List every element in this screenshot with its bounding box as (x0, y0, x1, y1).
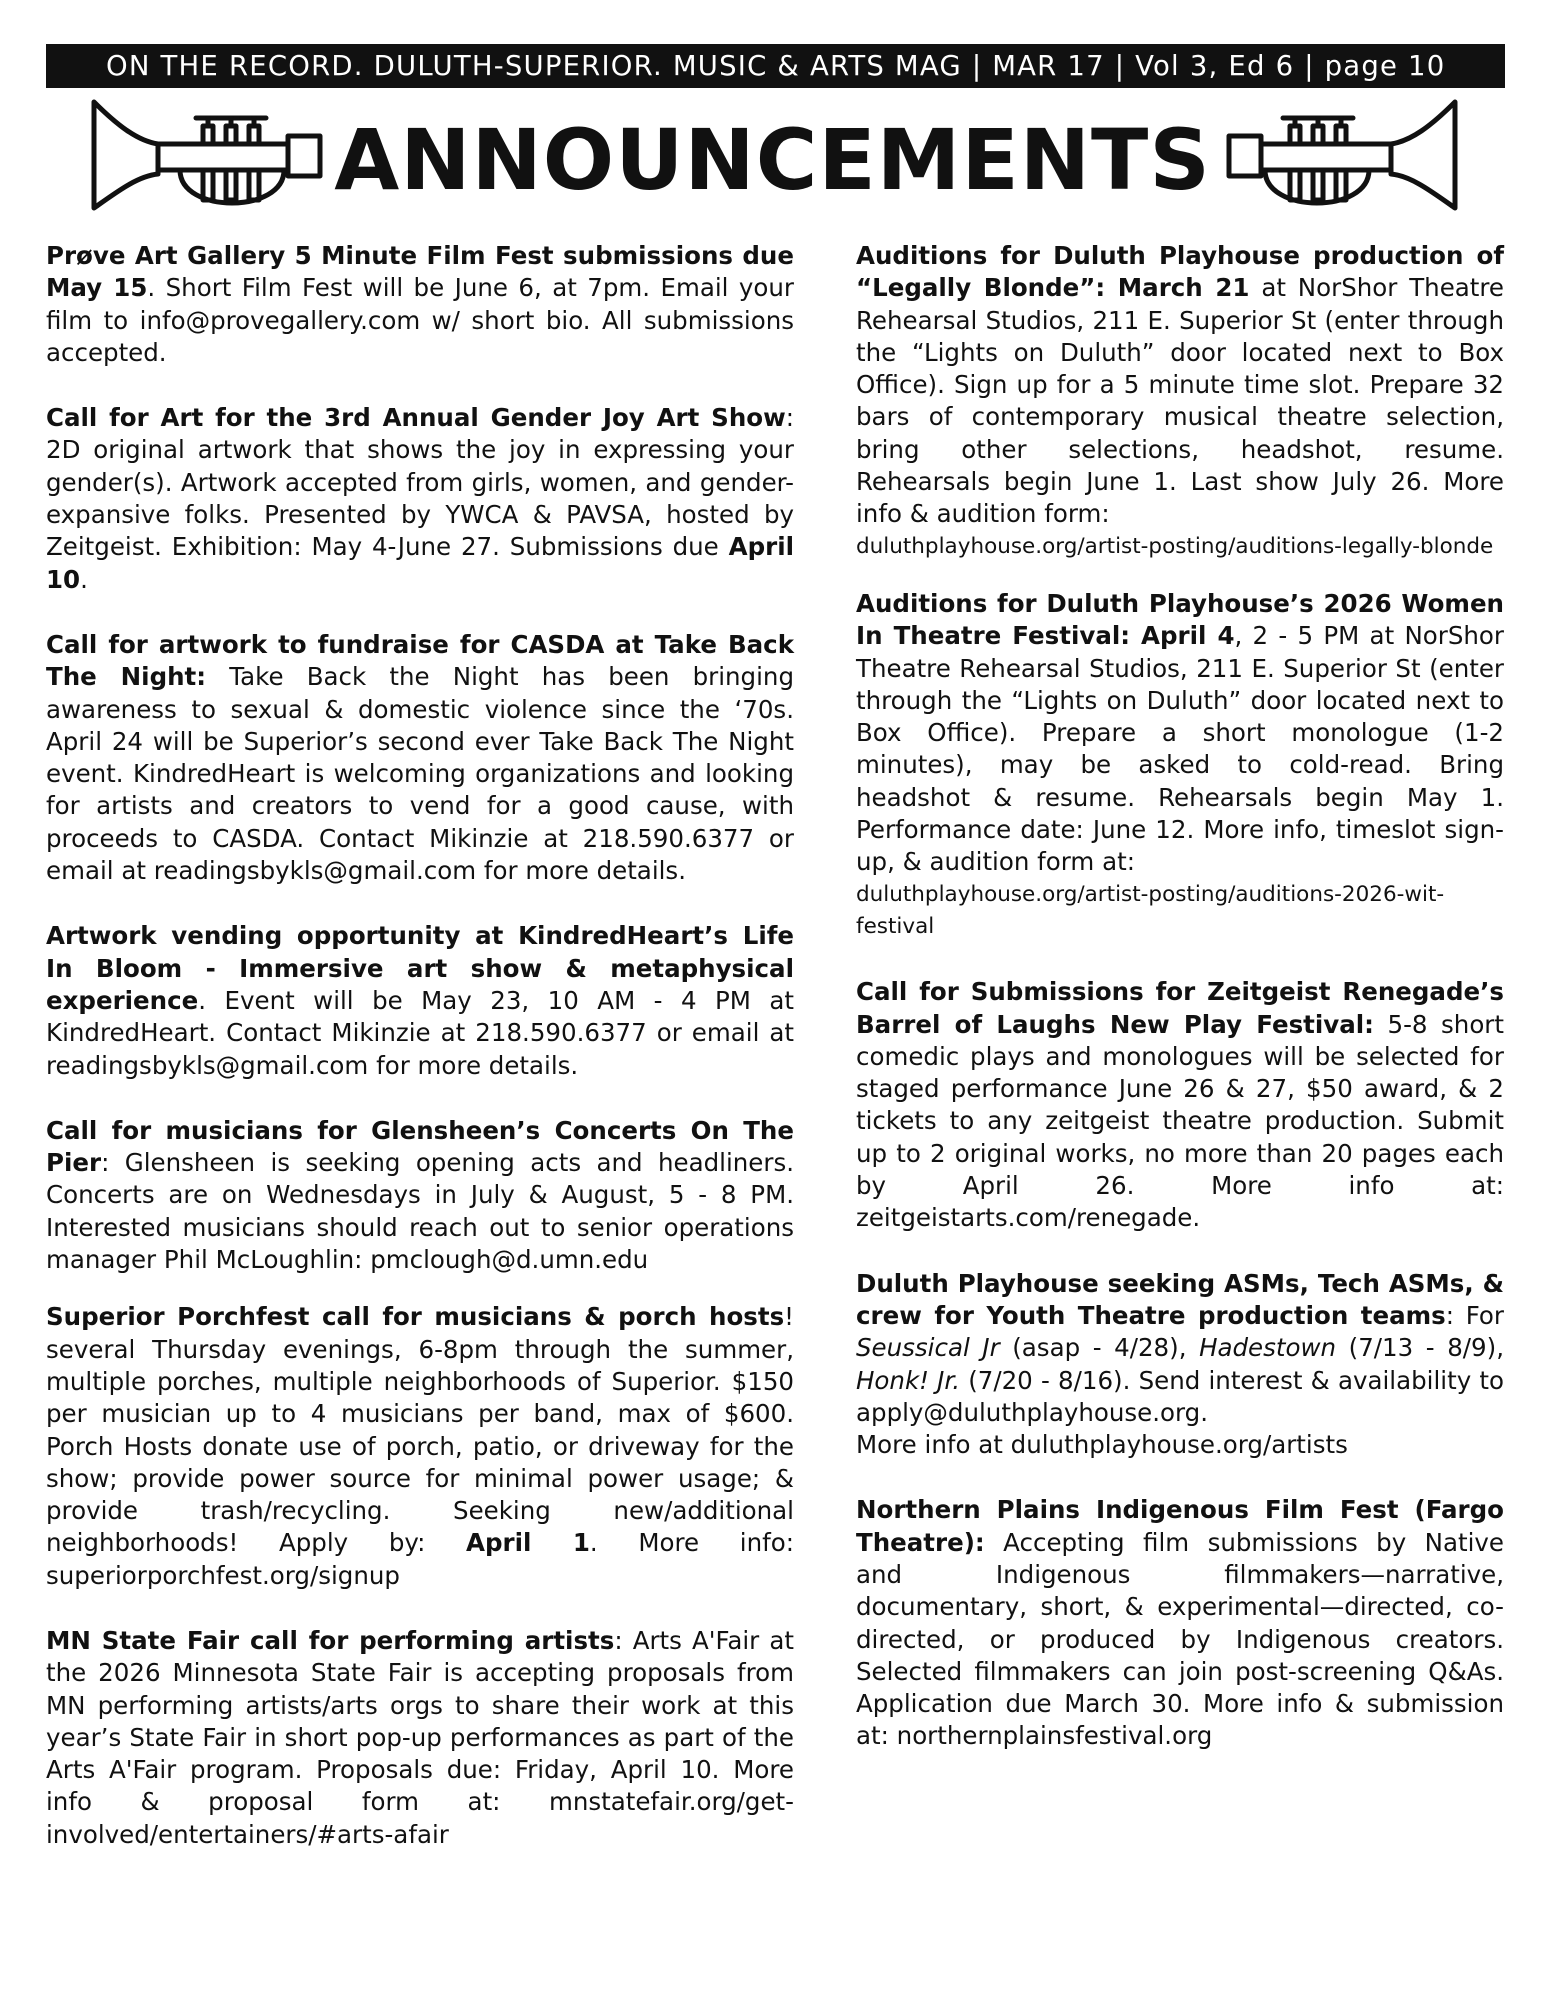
show-dates: (7/20 - 8/16). Send interest & availability to apply@duluthplayhouse.org. (856, 1365, 1505, 1427)
announcement-state-fair (46, 1625, 794, 1851)
announcement-heading: Artwork vending opportunity at KindredHeart’s Life In Bloom - Immersive art show & metaphysical experience (46, 921, 794, 1015)
announcement-heading: Duluth Playhouse seeking ASMs, Tech ASMs, & crew for Youth Theatre production teams (856, 1268, 1504, 1330)
announcement-heading: Call for Art for the 3rd Annual Gender Joy Art Show (46, 403, 786, 433)
announcement-deadline: April 1 (466, 1528, 590, 1558)
announcement-body: . Event will be May 23, 10 AM - 4 PM at KindredHeart. Contact Mikinzie at 218.590.6377 or email at readingsbykls@gmail.com for more details. (46, 985, 794, 1080)
announcement-body: : For (1445, 1300, 1504, 1330)
page-title: ANNOUNCEMENTS (334, 111, 1211, 209)
announcement-gender-joy (46, 402, 794, 596)
show-dates: (7/13 - 8/9), (1336, 1333, 1504, 1363)
announcement-porchfest (46, 1301, 794, 1592)
announcement-renegade (856, 976, 1504, 1234)
announcement-casda (46, 629, 794, 887)
announcement-film-fest (46, 240, 794, 369)
left-column (46, 240, 794, 1851)
announcement-youth-theatre (856, 1268, 1504, 1429)
announcement-heading: Call for musicians for Glensheen’s Concerts On The Pier (46, 1115, 794, 1178)
announcement-legally-blonde (856, 240, 1504, 531)
announcement-body: ! several Thursday evenings, 6-8pm through the summer, multiple porches, multiple neighborhoods of Superior. $150 per musician up to 4 musicians per band, max of $600. Porch Hosts donate use of porch, patio, or driveway for the show; provide power source for minimal power usage; & provide trash/recycling. Seeking new/additional neighborhoods! Apply by: (46, 1302, 794, 1558)
announcement-deadline: April 10 (46, 532, 794, 594)
announcement-heading: Auditions for Duluth Playhouse production of “Legally Blonde”: March 21 (856, 241, 1504, 303)
announcement-body: , 2 - 5 PM at NorShor Theatre Rehearsal Studios, 211 E. Superior St (enter through the “Lights on Duluth” door located next to Box Office). Prepare a short monologue (1-2 minutes), may be asked to cold-read. Bring headshot & resume. Rehearsals begin May 1. Performance date: June 12. More info, timeslot sign-up, & audition form at: (856, 621, 1504, 877)
announcement-body: : Glensheen is seeking opening acts and headliners. Concerts are on Wednesdays in July & August, 5 - 8 PM. Interested musicians should reach out to senior operations manager Phil McLoughlin: pmclough@d.umn.edu (46, 1148, 794, 1275)
announcement-body-end: . (80, 564, 88, 594)
announcement-more-info: More info at duluthplayhouse.org/artists (856, 1430, 1348, 1460)
announcement-heading: Call for Submissions for Zeitgeist Renegade’s Barrel of Laughs New Play Festival: (856, 977, 1504, 1039)
announcement-heading: Prøve Art Gallery 5 Minute Film Fest submissions due May 15 (46, 241, 794, 303)
announcement-heading: Auditions for Duluth Playhouse’s 2026 Women In Theatre Festival: April 4 (856, 588, 1504, 651)
show-title: Hadestown (1199, 1333, 1337, 1363)
announcement-heading: Northern Plains Indigenous Film Fest (Fargo Theatre): (856, 1495, 1504, 1557)
show-dates: (asap - 4/28), (999, 1333, 1200, 1363)
announcement-body: Take Back the Night has been bringing awareness to sexual & domestic violence since the ‘70s. April 24 will be Superior’s second ever Take Back The Night event. KindredHeart is welcoming organizations and looking for artists and creators to vend for a good cause, with proceeds to CASDA. Contact Mikinzie at 218.590.6377 or email at readingsbykls@gmail.com for more details. (46, 662, 794, 886)
announcement-glensheen (46, 1115, 794, 1276)
announcement-body: 5-8 short comedic plays and monologues will be selected for staged performance June 26 & 27, $50 award, & 2 tickets to any zeitgeist theatre production. Submit up to 2 original works, no more than 20 pages each by April 26. More info at: zeitgeistarts.com/renegade. (856, 1009, 1504, 1233)
show-title: Honk! Jr. (856, 1365, 960, 1395)
masthead-bar (46, 44, 1505, 88)
announcement-body: Accepting film submissions by Native and Indigenous filmmakers—narrative, documentary, short, & experimental—directed, co-directed, or produced by Indigenous creators. Selected filmmakers can join post-screening Q&As. Application due March 30. More info & submission at: northernplainsfestival.org (856, 1527, 1504, 1751)
announcement-indigenous-film (856, 1494, 1504, 1752)
announcement-body: at NorShor Theatre Rehearsal Studios, 211 E. Superior St (enter through the “Lights on Duluth” door located next to Box Office). Sign up for a 5 minute time slot. Prepare 32 bars of contemporary musical theatre selection, bring other selections, headshot, resume. Rehearsals begin June 1. Last show July 26. More info & audition form: (856, 273, 1504, 529)
announcement-heading: Call for artwork to fundraise for CASDA at Take Back The Night: (46, 629, 794, 692)
announcement-heading: MN State Fair call for performing artists (46, 1625, 615, 1655)
trumpet-icon-right (1225, 96, 1461, 214)
show-title: Seussical Jr (856, 1333, 1000, 1363)
announcement-url: duluthplayhouse.org/artist-posting/auditions-legally-blonde (856, 533, 1494, 559)
announcement-url: duluthplayhouse.org/artist-posting/auditions-2026-wit-festival (856, 881, 1445, 939)
announcement-body: : 2D original artwork that shows the joy in expressing your gender(s). Artwork accepted from girls, women, and gender-expansive folks. Presented by YWCA & PAVSA, hosted by Zeitgeist. Exhibition: May 4-June 27. Submissions due (46, 403, 794, 562)
right-column (856, 240, 1504, 1753)
announcement-wit-festival (856, 588, 1504, 879)
announcement-heading: Superior Porchfest call for musicians & porch hosts (46, 1302, 785, 1332)
announcement-life-in-bloom (46, 920, 794, 1081)
announcement-body: . Short Film Fest will be June 6, at 7pm. Email your film to info@provegallery.com w/ short bio. All submissions accepted. (46, 273, 794, 367)
masthead-text: ON THE RECORD. DULUTH-SUPERIOR. MUSIC & ARTS MAG | MAR 17 | Vol 3, Ed 6 | page 10 (106, 50, 1446, 82)
announcement-body-end: . More info: superiorporchfest.org/signup (46, 1528, 794, 1590)
announcement-body: : Arts A'Fair at the 2026 Minnesota State Fair is accepting proposals from MN performing artists/arts orgs to share their work at this year’s State Fair in short pop-up performances as part of the Arts A'Fair program. Proposals due: Friday, April 10. More info & proposal form at: mnstatefair.org/get-involved/entertainers/#arts-afair (46, 1625, 794, 1849)
